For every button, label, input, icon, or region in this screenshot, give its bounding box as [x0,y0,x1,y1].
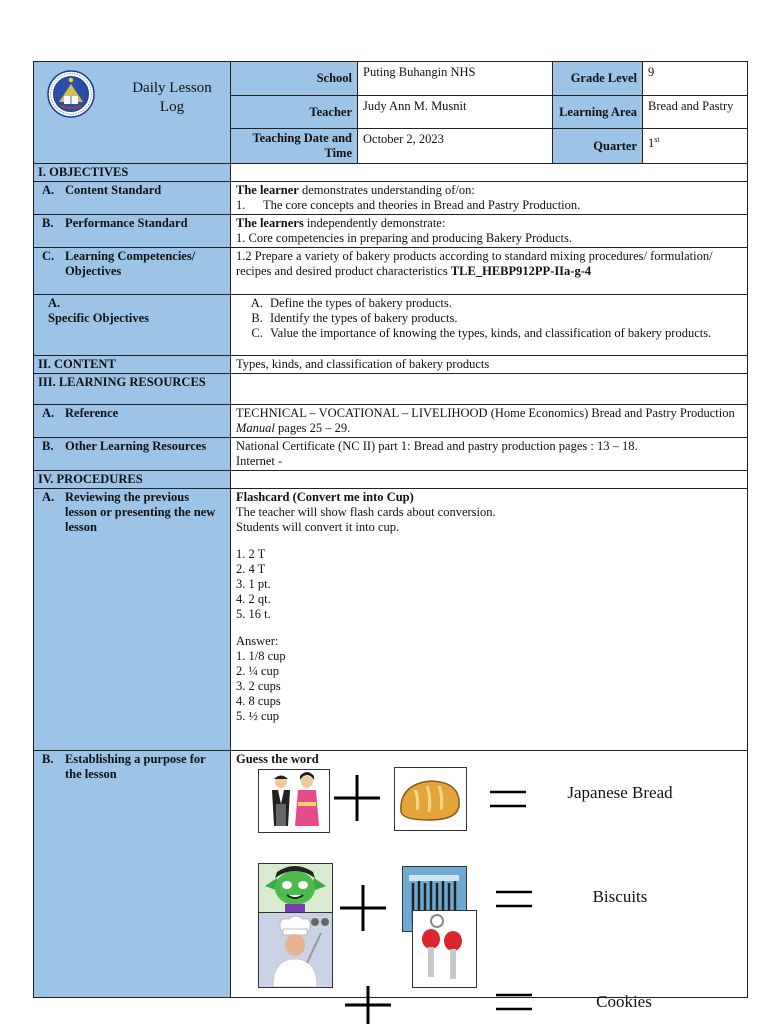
reference-label: A. Reference [34,405,231,438]
list-item: B. Identify the types of bakery products. [266,311,742,326]
teaching-date-label: Teaching Date and Time [231,129,358,164]
list-item: 5. 16 t. [236,607,271,621]
guess-word-title: Guess the word [236,752,319,766]
school-label: School [231,62,358,96]
other-resources-label: B. Other Learning Resources [34,438,231,471]
learning-resources-heading: III. LEARNING RESOURCES [34,374,231,405]
answer-word-biscuits: Biscuits [592,887,648,906]
list-item: 3. 1 pt. [236,577,271,591]
reviewing-label: A. Reviewing the previous lesson or presenting the new lesson [34,489,231,751]
purpose-label: B. Establishing a purpose for the lesson [34,751,231,998]
content-standard-label: A. Content Standard [34,182,231,215]
bread-loaf-icon [395,768,466,830]
teacher-value: Judy Ann M. Musnit [358,96,553,129]
header-logo-cell [34,62,231,164]
list-item: 1. 2 T [236,547,266,561]
learning-area-value: Bread and Pastry [643,96,748,129]
list-item: C. Value the importance of knowing the types, kinds, and classification of bakery products. [266,326,742,341]
keys-icon [413,911,476,987]
answer-word-japanese-bread: Japanese Bread [567,783,673,802]
list-item: 3. 2 cups [236,679,281,693]
objectives-heading-blank [231,164,748,182]
quarter-value [643,129,748,164]
japanese-couple-icon [259,770,329,832]
keys-picture [412,910,477,988]
lesson-log-table [33,61,748,998]
competencies-value: 1.2 Prepare a variety of bakery products according to standard mixing procedures/ formulation/ recipes and desired product characteristics TLE_HEBP912PP-IIa-g-4 [231,248,748,295]
chef-picture [258,912,333,988]
teacher-label: Teacher [231,96,358,129]
list-item: 4. 2 qt. [236,592,271,606]
list-item: A. Define the types of bakery products. [266,296,742,311]
specific-objectives-value [231,295,748,356]
list-item: 2. ¼ cup [236,664,280,678]
chef-icon [259,913,332,987]
list-item: 4. 8 cups [236,694,281,708]
quarter-suffix: st [654,135,660,144]
equals-icon [494,884,534,914]
answer-word-cookies: Cookies [596,992,652,1011]
lesson-log-sheet [33,61,747,988]
specific-objectives-list [236,296,742,341]
bread-picture [394,767,467,831]
equals-icon [488,784,528,814]
deped-seal-icon [47,70,95,118]
grade-level-label: Grade Level [553,62,643,96]
content-value: Types, kinds, and classification of bakery products [231,356,748,374]
school-value: Puting Buhangin NHS [358,62,553,96]
answer-label: Answer: [236,634,279,648]
plus-icon [331,772,383,824]
performance-standard-label: B. Performance Standard [34,215,231,248]
other-resources-value: National Certificate (NC II) part 1: Bread and pastry production pages : 13 – 18. Internet - [231,438,748,471]
flashcard-title: Flashcard (Convert me into Cup) [236,490,414,504]
reference-value: TECHNICAL – VOCATIONAL – LIVELIHOOD (Home Economics) Bread and Pastry Production Manual pages 25 – 29. [231,405,748,438]
procedures-heading-blank [231,471,748,489]
list-item: 5. ½ cup [236,709,280,723]
teaching-date-value: October 2, 2023 [358,129,553,164]
content-heading: II. CONTENT [34,356,231,374]
reviewing-value: Flashcard (Convert me into Cup) The teacher will show flash cards about conversion. Students will convert it into cup. 1. 2 T 2. 4 T 3. 1 pt. 4. 2 qt. 5. 16 t. Answer: 1. 1/8 cup 2. ¼ cup 3. 2 cups 4. 8 cups 5. ½ cup [231,489,748,751]
specific-objectives-label: A.Specific Objectives [34,295,231,356]
performance-standard-value: The learners independently demonstrate: 1. Core competencies in preparing and producing Bakery Products. [231,215,748,248]
content-standard-value: The learner demonstrates understanding of/on: 1. The core concepts and theories in Bread and Pastry Production. [231,182,748,215]
page-title: Daily Lesson Log [132,80,212,115]
procedures-heading: IV. PROCEDURES [34,471,231,489]
quarter-number: 1 [648,136,655,151]
plus-icon [342,983,394,1024]
list-item: 1. 1/8 cup [236,649,286,663]
grade-level-value: 9 [643,62,748,96]
couple-kimono-picture [258,769,330,833]
beast-boy-picture [258,863,333,915]
plus-icon [337,882,389,934]
learning-area-label: Learning Area [553,96,643,129]
competencies-label: C. Learning Competencies/ Objectives [34,248,231,295]
list-item: 2. 4 T [236,562,266,576]
quarter-label: Quarter [553,129,643,164]
learning-resources-blank [231,374,748,405]
objectives-heading: I. OBJECTIVES [34,164,231,182]
equals-icon [494,989,534,1019]
green-cartoon-face-icon [259,864,332,914]
